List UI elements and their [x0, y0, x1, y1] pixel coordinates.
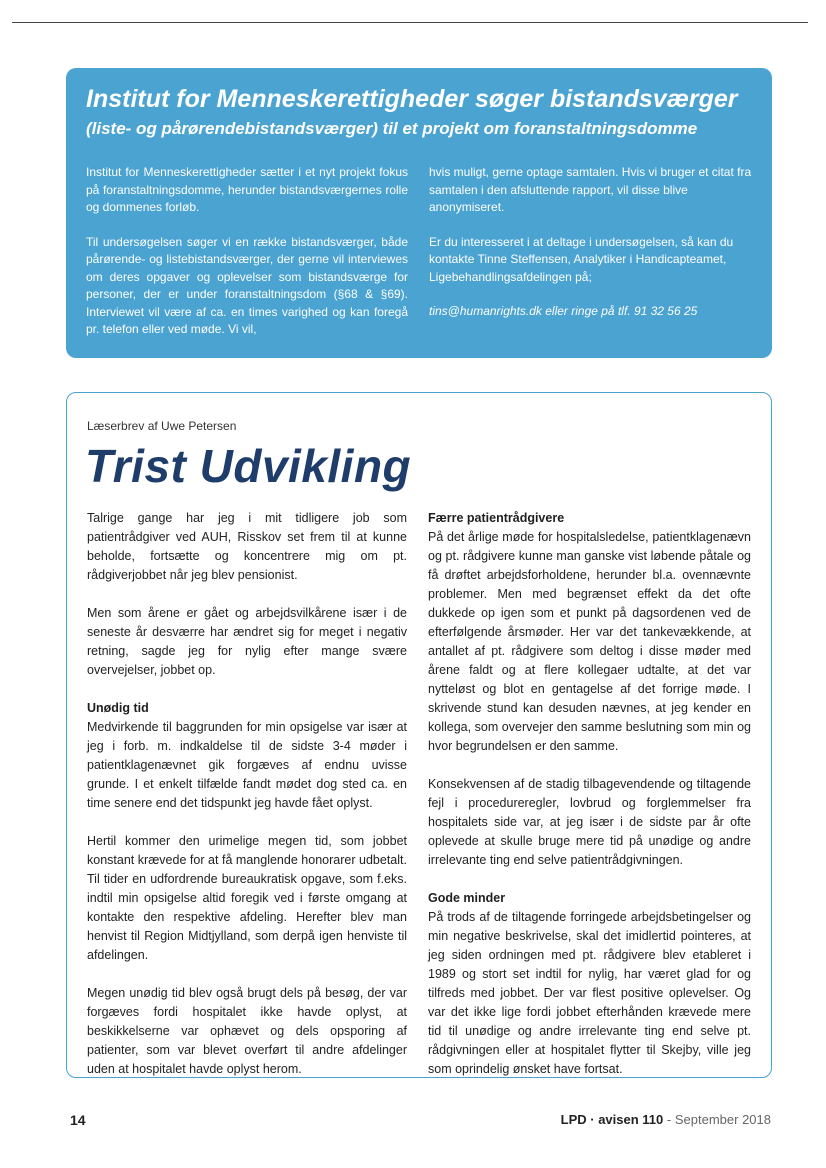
- banner-contact: tins@humanrights.dk eller ringe på tlf. 91 32 56 25: [429, 304, 698, 318]
- banner-paragraph: Er du interesseret i at deltage i undersøgelsen, så kan du kontakte Tinne Steffensen, Analytiker i Handicapteamet, Ligebehandlingsafdelingen på;: [429, 234, 734, 284]
- article-paragraph: Hertil kommer den urimelige megen tid, som jobbet konstant krævede for at få manglende honorarer udbetalt. Til tider en udfordrende bureaukratisk opgave, som f.eks. indtil min opsigelse altid foregik ved i første omgang at kontakte den respektive afdeling. Herefter blev man henvist til Region Midtjylland, som derpå igen henviste til afdelingen.: [87, 834, 407, 962]
- footer-separator: -: [666, 1112, 672, 1127]
- section-heading: Unødig tid: [87, 701, 149, 715]
- banner-title: Institut for Menneskerettigheder søger bistandsværger: [86, 85, 738, 113]
- article-left-column: [87, 509, 407, 1098]
- banner-subtitle: (liste- og pårørendebistandsværger) til et projekt om foranstaltningsdomme: [86, 119, 698, 138]
- letter-article: [66, 392, 772, 1078]
- article-paragraph: Men som årene er gået og arbejdsvilkårene især i de seneste år desværre har ændret sig for meget i negativ retning, sagde jeg for nylig efter mange svære overvejelser, jobbet op.: [87, 606, 407, 677]
- article-paragraph: Medvirkende til baggrunden for min opsigelse var især at jeg i forb. m. indkaldelse til de sidste 3-4 møder i patientklagenævnet gik forgæves af endnu uvisse grunde. I et enkelt tilfælde fandt mødet dog sted ca. en time senere end det tidspunkt jeg havde fået oplyst.: [87, 720, 407, 810]
- article-paragraph: På det årlige møde for hospitalsledelse, patientklagenævn og pt. rådgivere kunne man ganske vist løbende påtale og få drøftet arbejdsforholdene, herunder bl.a. ovennævnte problemer. Men med begrænset effekt da det ofte dukkede op igen som et punkt på dagsordenen ved de efterfølgende årsmøder. Her var det tankevækkende, at antallet af pt. rådgivere som deltog i disse møder med årene faldt og at flere kollegaer udtalte, at det var nytteløst og blot en gentagelse af det forrige møde. I skrivende stund kan desuden nævnes, at jeg kender en kollega, som overvejer den samme beslutning som min og hvor begrundelsen er den samme.: [428, 530, 751, 753]
- issue-date: September 2018: [674, 1112, 771, 1127]
- article-paragraph: Megen unødig tid blev også brugt dels på besøg, der var forgæves fordi hospitalet ikke havde oplyst, at beskikkelserne var ophævet og dels opsporing af patienter, som var blevet overført til andre afdelinger uden at hospitalet havde oplyst herom.: [87, 986, 407, 1076]
- banner-paragraph: Institut for Menneskerettigheder sætter i et nyt projekt fokus på foranstaltningsdomme, herunder bistandsværgernes rolle og dommenes forløb.: [86, 165, 408, 214]
- article-title: Trist Udvikling: [85, 440, 412, 492]
- section-heading: Færre patientrådgivere: [428, 511, 565, 525]
- article-paragraph: På trods af de tiltagende forringede arbejdsbetingelser og min negative beskrivelse, skal det imidlertid pointeres, at jeg siden ordningen med pt. rådgivere blev etableret i 1989 og stort set indtil for nylig, har været glad for og tilfreds med jobbet. Der var flest positive oplevelser. Og var det ikke lige fordi jobbet efterhånden krævede mere tid til unødige og andre irrelevante ting end selve pt. rådgivningen eller at hospitalet flytter til Skejby, ville jeg som oprindelig ønsket have fortsat.: [428, 910, 751, 1076]
- banner-paragraph: Til undersøgelsen søger vi en række bistandsværger, både pårørende- og listebistandsværger, der gerne vil interviewes om deres opgaver og oplevelser som bistandsværge for personer, der er under foranstaltningsdom (§68 & §69). Interviewet vil være af ca. en times varighed og kan foregå pr. telefon eller ved møde. Vi vil,: [86, 234, 408, 336]
- article-paragraph: Konsekvensen af de stadig tilbagevendende og tiltagende fejl i procedureregler, lovbrud og forglemmelser fra hospitalets side var, at jeg især i de sidste par år ofte oplevede at skulle bruge mere tid på unødige og andre irrelevante ting end selve patientrådgivningen.: [428, 777, 751, 867]
- page-number: 14: [70, 1112, 86, 1128]
- announcement-banner: [66, 68, 772, 358]
- article-right-column: [428, 509, 751, 1098]
- article-paragraph: Talrige gange har jeg i mit tidligere job som patientrådgiver ved AUH, Risskov set frem til at kunne beholde, fortsætte og koncentrere mig om pt. rådgiverjobbet når jeg blev pensionist.: [87, 511, 407, 582]
- article-byline: Læserbrev af Uwe Petersen: [87, 419, 237, 433]
- issue-number: 110: [642, 1112, 664, 1127]
- banner-left-column: [86, 164, 408, 356]
- top-rule: [12, 22, 808, 23]
- banner-paragraph: hvis muligt, gerne optage samtalen. Hvis vi bruger et citat fra samtalen i den afsluttende rapport, vil disse blive anonymiseret.: [429, 165, 752, 214]
- publication-name: LPD · avisen: [560, 1112, 639, 1127]
- banner-right-column: [429, 164, 754, 338]
- publication-footer: [561, 1112, 771, 1127]
- section-heading: Gode minder: [428, 891, 506, 905]
